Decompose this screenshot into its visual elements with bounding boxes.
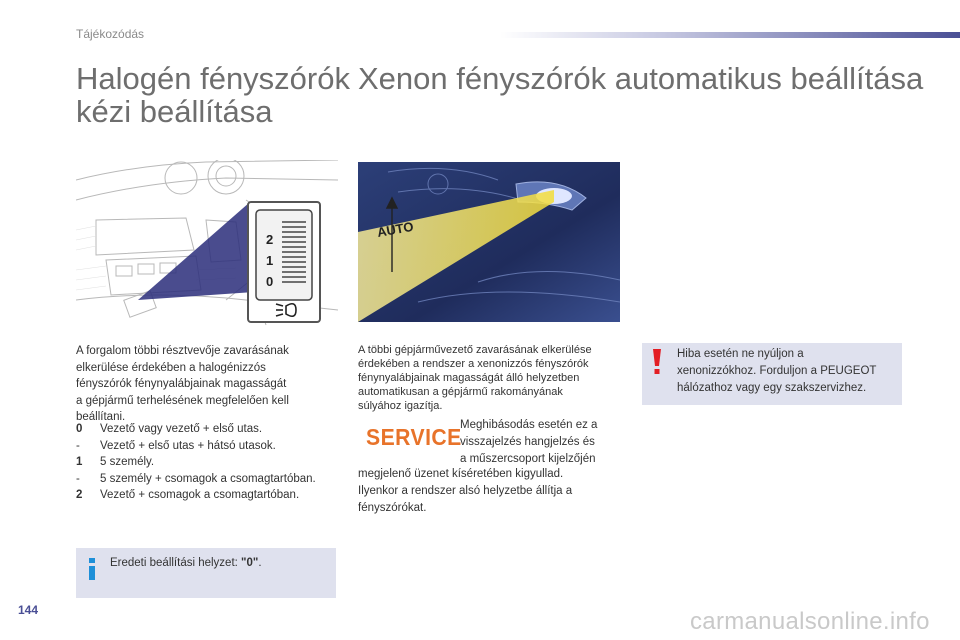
list-text: Vezető + csomagok a csomagtartóban.	[100, 489, 300, 501]
list-item	[76, 454, 346, 471]
xenon-paragraph-line: érdekében a rendszer a xenonizzós fényszórók	[358, 358, 589, 370]
halogen-intro	[76, 343, 336, 426]
list-item	[76, 421, 346, 438]
header-bar	[500, 32, 960, 38]
service-warning-icon: SERVICE	[366, 424, 462, 450]
halogen-intro-line: fényszórók fénynyalábjainak magasságát	[76, 378, 287, 390]
warning-text: Hiba esetén ne nyúljon a xenonizzókhoz. Forduljon a PEUGEOT hálózathoz vagy egy szakszervizhez.	[677, 348, 877, 394]
service-paragraph-bottom: megjelenő üzenet kíséretében kigyullad. Ilyenkor a rendszer alsó helyzetbe állítja a fényszórókat.	[358, 468, 573, 514]
xenon-paragraph	[358, 343, 628, 413]
section-label: Tájékozódás	[76, 27, 145, 41]
list-text: 5 személy + csomagok a csomagtartóban.	[100, 472, 316, 485]
info-icon	[88, 558, 96, 580]
default-value: "0"	[241, 557, 259, 569]
list-marker: 2	[76, 489, 83, 501]
xenon-paragraph-line: A többi gépjárművezető zavarásának elkerülése	[358, 344, 592, 356]
halogen-intro-line: elkerülése érdekében a halogénizzós	[76, 361, 266, 374]
list-marker: 0	[76, 423, 83, 435]
service-paragraph-top: Meghibásodás esetén ez a visszajelzés hangjelzés és a műszercsoport kijelzőjén	[460, 419, 598, 465]
list-marker: -	[76, 472, 80, 485]
halogen-intro-line: a gépjármű terhelésének megfelelően kell	[76, 394, 289, 407]
xenon-title: Xenon fényszórók automatikus beállítása	[358, 61, 924, 96]
switch-label-0: 0	[266, 274, 274, 289]
halogen-switch-illustration	[76, 160, 338, 328]
list-text: 5 személy.	[100, 456, 155, 468]
list-item	[76, 487, 346, 504]
xenon-headlamp-illustration	[358, 162, 620, 322]
halogen-intro-line: A forgalom többi résztvevője zavarásának	[76, 345, 289, 357]
list-item	[76, 471, 346, 488]
halogen-intro-line: beállítani.	[76, 411, 126, 423]
switch-label-2: 2	[266, 232, 274, 247]
halogen-title	[76, 62, 356, 128]
info-text: Eredeti beállítási helyzet: "0".	[110, 557, 262, 569]
halogen-title-line2: kézi beállítása	[76, 94, 273, 129]
exclamation-icon	[652, 349, 662, 375]
xenon-paragraph-line: fénynyalábjainak magasságát álló helyzetben	[358, 372, 580, 384]
switch-label-1: 1	[266, 253, 274, 268]
load-positions-list	[76, 421, 346, 504]
list-text: Vezető + első utas + hátsó utasok.	[100, 439, 276, 452]
watermark: carmanualsonline.info	[690, 608, 930, 635]
list-item	[76, 438, 346, 455]
xenon-paragraph-line: súlyához igazítja.	[358, 400, 443, 412]
list-marker: 1	[76, 456, 83, 468]
list-marker: -	[76, 439, 80, 452]
auto-label: AUTO	[375, 218, 415, 240]
halogen-title-line1: Halogén fényszórók	[76, 61, 350, 96]
xenon-paragraph-line: automatikusan a gépjármű rakományának	[358, 386, 563, 398]
list-text: Vezető vagy vezető + első utas.	[100, 423, 263, 435]
page-number: 144	[18, 603, 39, 617]
